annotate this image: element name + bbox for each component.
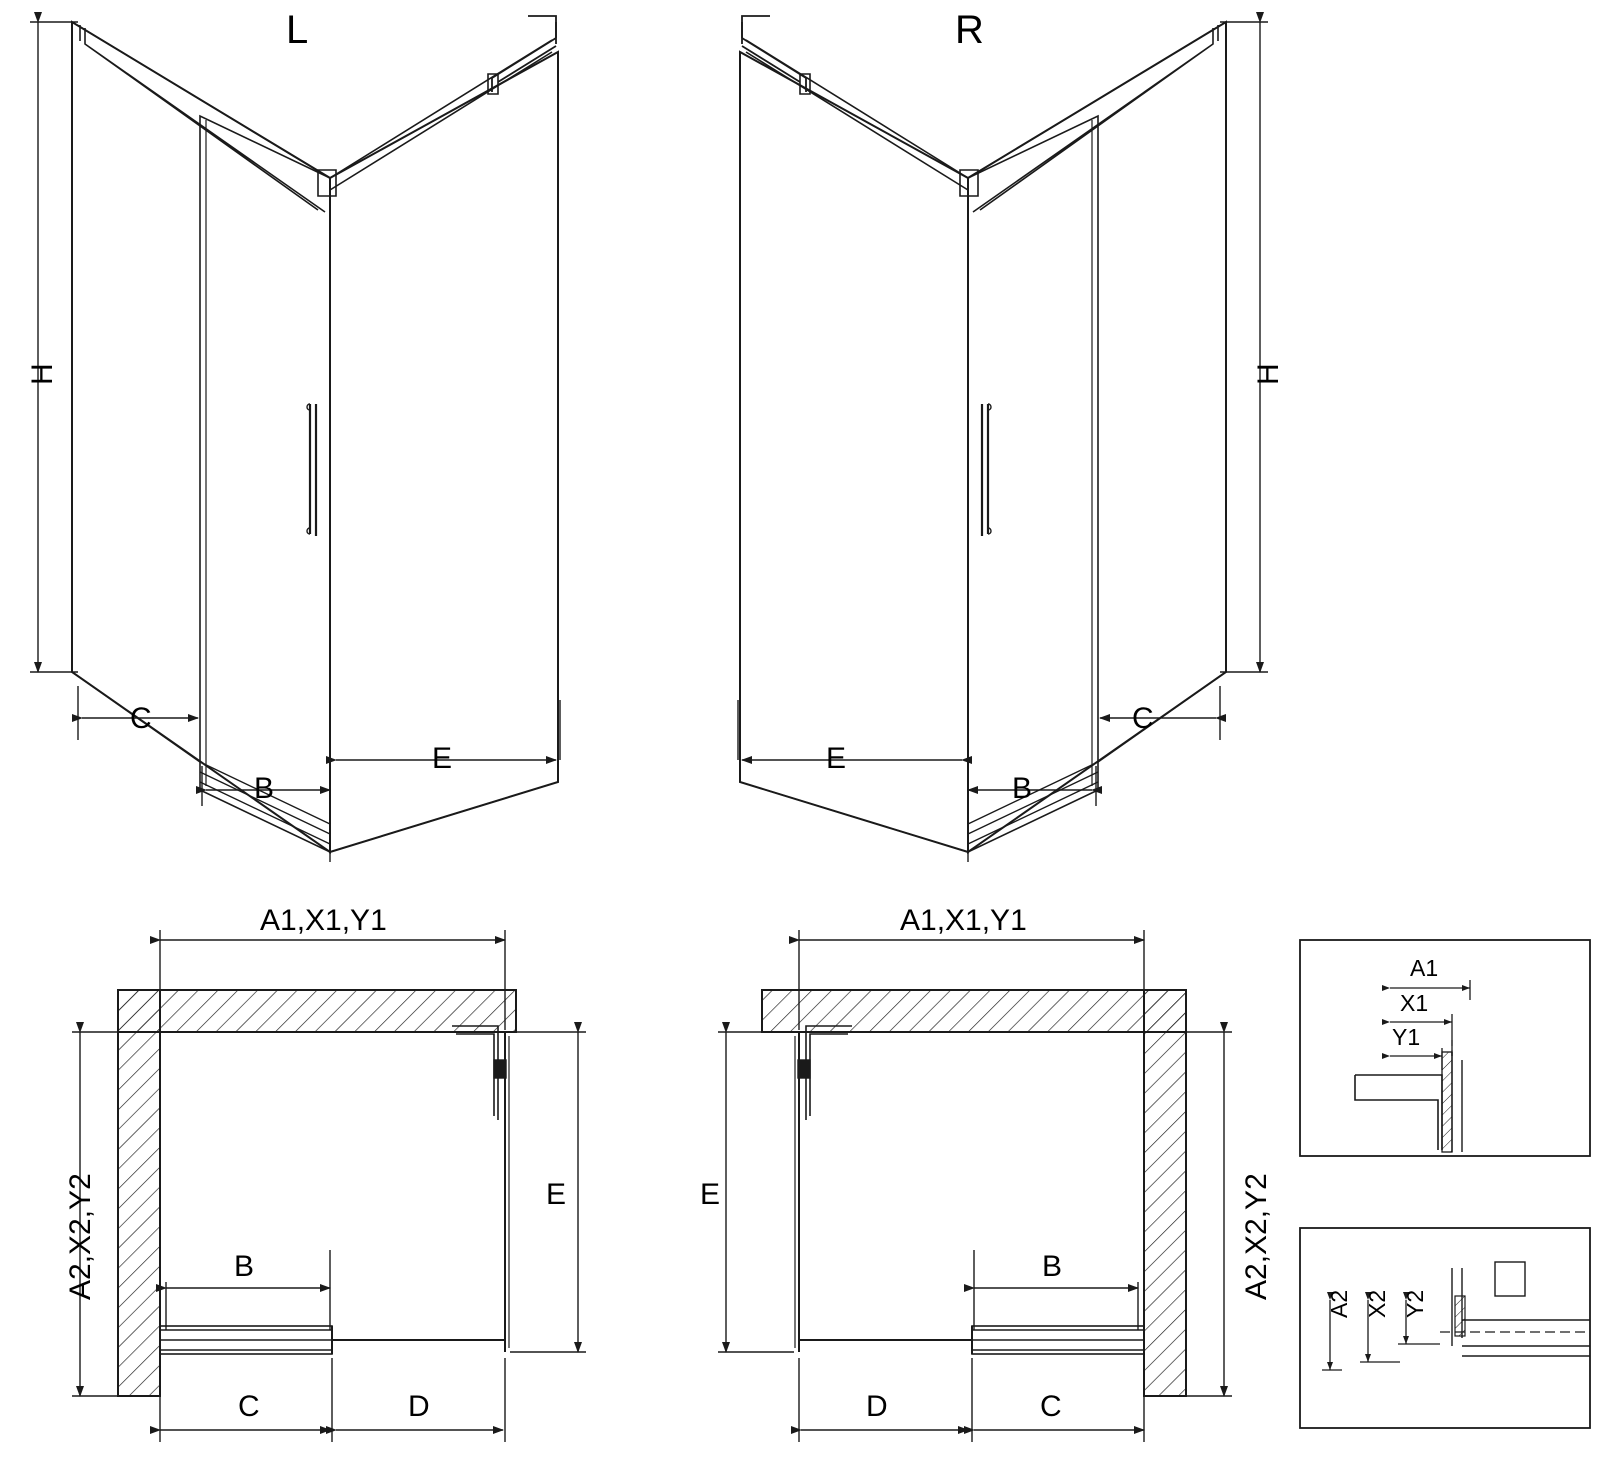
detail-bottom-geometry	[1300, 1228, 1590, 1428]
label-B-plan-left: B	[234, 1250, 255, 1283]
dimension-H-left	[30, 22, 78, 672]
label-D-plan-left: D	[408, 1390, 430, 1423]
label-C-left: C	[130, 702, 152, 735]
label-B-right: B	[1012, 772, 1033, 805]
label-A2-detail: A2	[1326, 1289, 1352, 1318]
label-H-right: H	[1252, 363, 1285, 385]
label-H-left: H	[26, 363, 59, 385]
label-B-left: B	[254, 772, 275, 805]
label-C-plan-left: C	[238, 1390, 260, 1423]
dimension-H-right	[1220, 22, 1268, 672]
label-X1-detail: X1	[1400, 990, 1429, 1016]
label-A2X2Y2-plan-left: A2,X2,Y2	[64, 1173, 97, 1300]
label-E-left: E	[432, 742, 453, 775]
label-Y2-detail: Y2	[1402, 1289, 1428, 1318]
view-title-right: R	[955, 8, 984, 52]
detail-top-geometry	[1300, 940, 1590, 1156]
label-A1X1Y1-plan-left: A1,X1,Y1	[260, 904, 387, 937]
label-D-plan-right: D	[866, 1390, 888, 1423]
view-title-left: L	[286, 8, 309, 52]
plan-right-geometry	[762, 990, 1186, 1396]
label-A1-detail: A1	[1410, 955, 1439, 981]
label-C-plan-right: C	[1040, 1390, 1062, 1423]
label-A1X1Y1-plan-right: A1,X1,Y1	[900, 904, 1027, 937]
label-E-plan-left: E	[546, 1178, 567, 1211]
label-E-right: E	[826, 742, 847, 775]
label-B-plan-right: B	[1042, 1250, 1063, 1283]
label-X2-detail: X2	[1364, 1289, 1390, 1318]
plan-left-geometry	[118, 990, 516, 1396]
label-A2X2Y2-plan-right: A2,X2,Y2	[1240, 1173, 1273, 1300]
label-E-plan-right: E	[700, 1178, 721, 1211]
label-C-right: C	[1132, 702, 1154, 735]
label-Y1-detail: Y1	[1392, 1024, 1421, 1050]
